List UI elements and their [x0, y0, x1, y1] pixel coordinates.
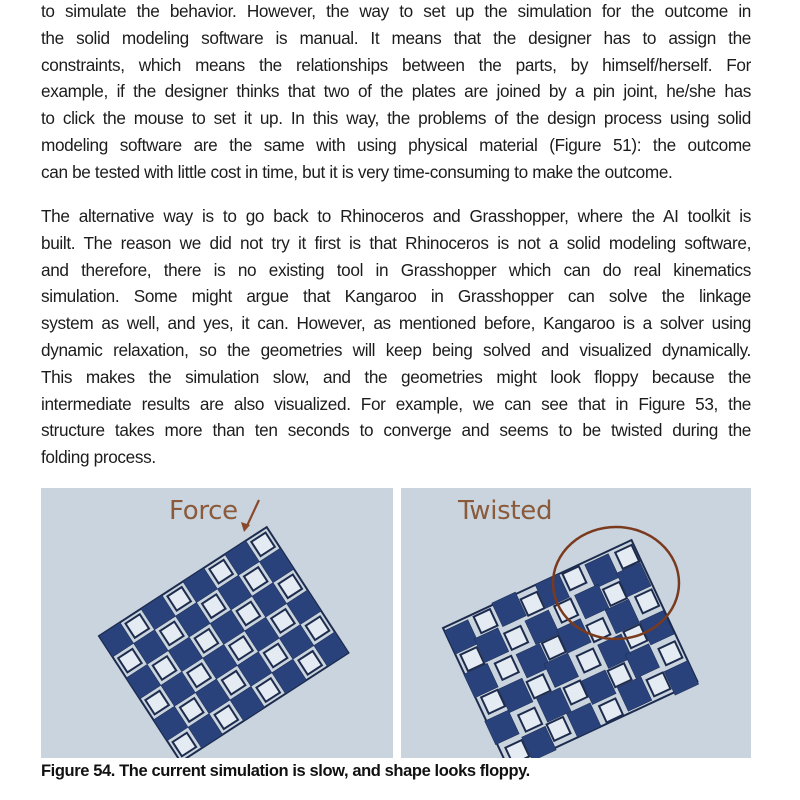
text-line: the solid modeling software is manual. It means that the designer has to assign the — [41, 27, 751, 48]
opening-cell — [298, 651, 322, 675]
text-line: folding process. — [41, 447, 156, 468]
text-line: built. The reason we did not try it first is that Rhinoceros is not a solid modeling software, — [41, 232, 751, 253]
text-line: simulation. Some might argue that Kangaroo in Grasshopper can solve the linkage — [41, 286, 751, 307]
text-line: example, if the designer thinks that two of the plates are joined by a pin joint, he/she has — [41, 81, 751, 102]
opening-cell — [160, 622, 184, 646]
opening-cell — [118, 649, 142, 673]
opening-cell — [209, 560, 233, 584]
opening-cell — [495, 656, 519, 680]
plate-cell — [625, 644, 660, 679]
plate-cell — [485, 710, 520, 745]
opening-cell — [279, 575, 303, 599]
text-line: constraints, which means the relationships between the parts, by himself/herself. For — [41, 54, 751, 75]
folded-structure-force — [41, 488, 393, 758]
twisted-label: Twisted — [458, 496, 553, 526]
opening-cell — [244, 567, 268, 591]
plate-cell — [492, 592, 527, 627]
opening-cell — [251, 533, 275, 557]
plate-cell — [567, 703, 602, 738]
opening-cell — [180, 698, 204, 722]
opening-cell — [658, 641, 682, 665]
opening-cell — [518, 708, 542, 732]
opening-cell — [167, 587, 191, 611]
figure-panel-force — [41, 488, 393, 758]
opening-cell — [195, 629, 219, 653]
opening-cell — [153, 656, 177, 680]
opening-cell — [504, 626, 528, 650]
opening-cell — [264, 644, 288, 668]
opening-cell — [202, 594, 226, 618]
opening-cell — [187, 664, 211, 688]
opening-cell — [271, 609, 295, 633]
text-line: modeling software are the same with using physical material (Figure 51): the outcome — [41, 134, 751, 155]
text-line: can be tested with little cost in time, but it is very time-consuming to make the outcome. — [41, 161, 673, 182]
force-label: Force — [169, 496, 238, 526]
text-line: dynamic relaxation, so the geometries will keep being solved and visualized dynamically. — [41, 339, 751, 360]
opening-cell — [256, 678, 280, 702]
opening-cell — [306, 616, 330, 640]
text-line: The alternative way is to go back to Rhinoceros and Grasshopper, where the AI toolkit is — [41, 206, 751, 226]
opening-cell — [215, 706, 239, 730]
text-line: to click the mouse to set it up. In this way, the problems of the design process using solid — [41, 108, 751, 129]
opening-cell — [222, 671, 246, 695]
folded-structure-twisted — [401, 488, 751, 758]
force-arrow-icon — [246, 500, 259, 528]
opening-cell — [237, 602, 261, 626]
opening-cell — [145, 691, 169, 715]
opening-cell — [577, 649, 601, 673]
opening-cell — [126, 614, 150, 638]
text-line: structure takes more than ten seconds to converge and seems to be twisted during the — [41, 420, 751, 441]
body-paragraph-1 — [41, 0, 751, 186]
text-line: intermediate results are also visualized. For example, we can see that in Figure 53, the — [41, 393, 751, 414]
opening-cell — [229, 636, 253, 660]
opening-cell — [173, 733, 197, 757]
figure-panel-twisted — [401, 488, 751, 758]
text-line: and therefore, there is no existing tool in Grasshopper which can do real kinematics — [41, 259, 751, 280]
figure-caption: Figure 54. The current simulation is slow, and shape looks floppy. — [41, 762, 530, 780]
body-paragraph-2 — [41, 203, 751, 471]
text-line: to simulate the behavior. However, the way to set up the simulation for the outcome in — [41, 1, 751, 21]
text-line: system as well, and yes, it can. However, as mentioned before, Kangaroo is a solver using — [41, 313, 751, 334]
text-line: This makes the simulation slow, and the geometries might look floppy because the — [41, 366, 751, 387]
